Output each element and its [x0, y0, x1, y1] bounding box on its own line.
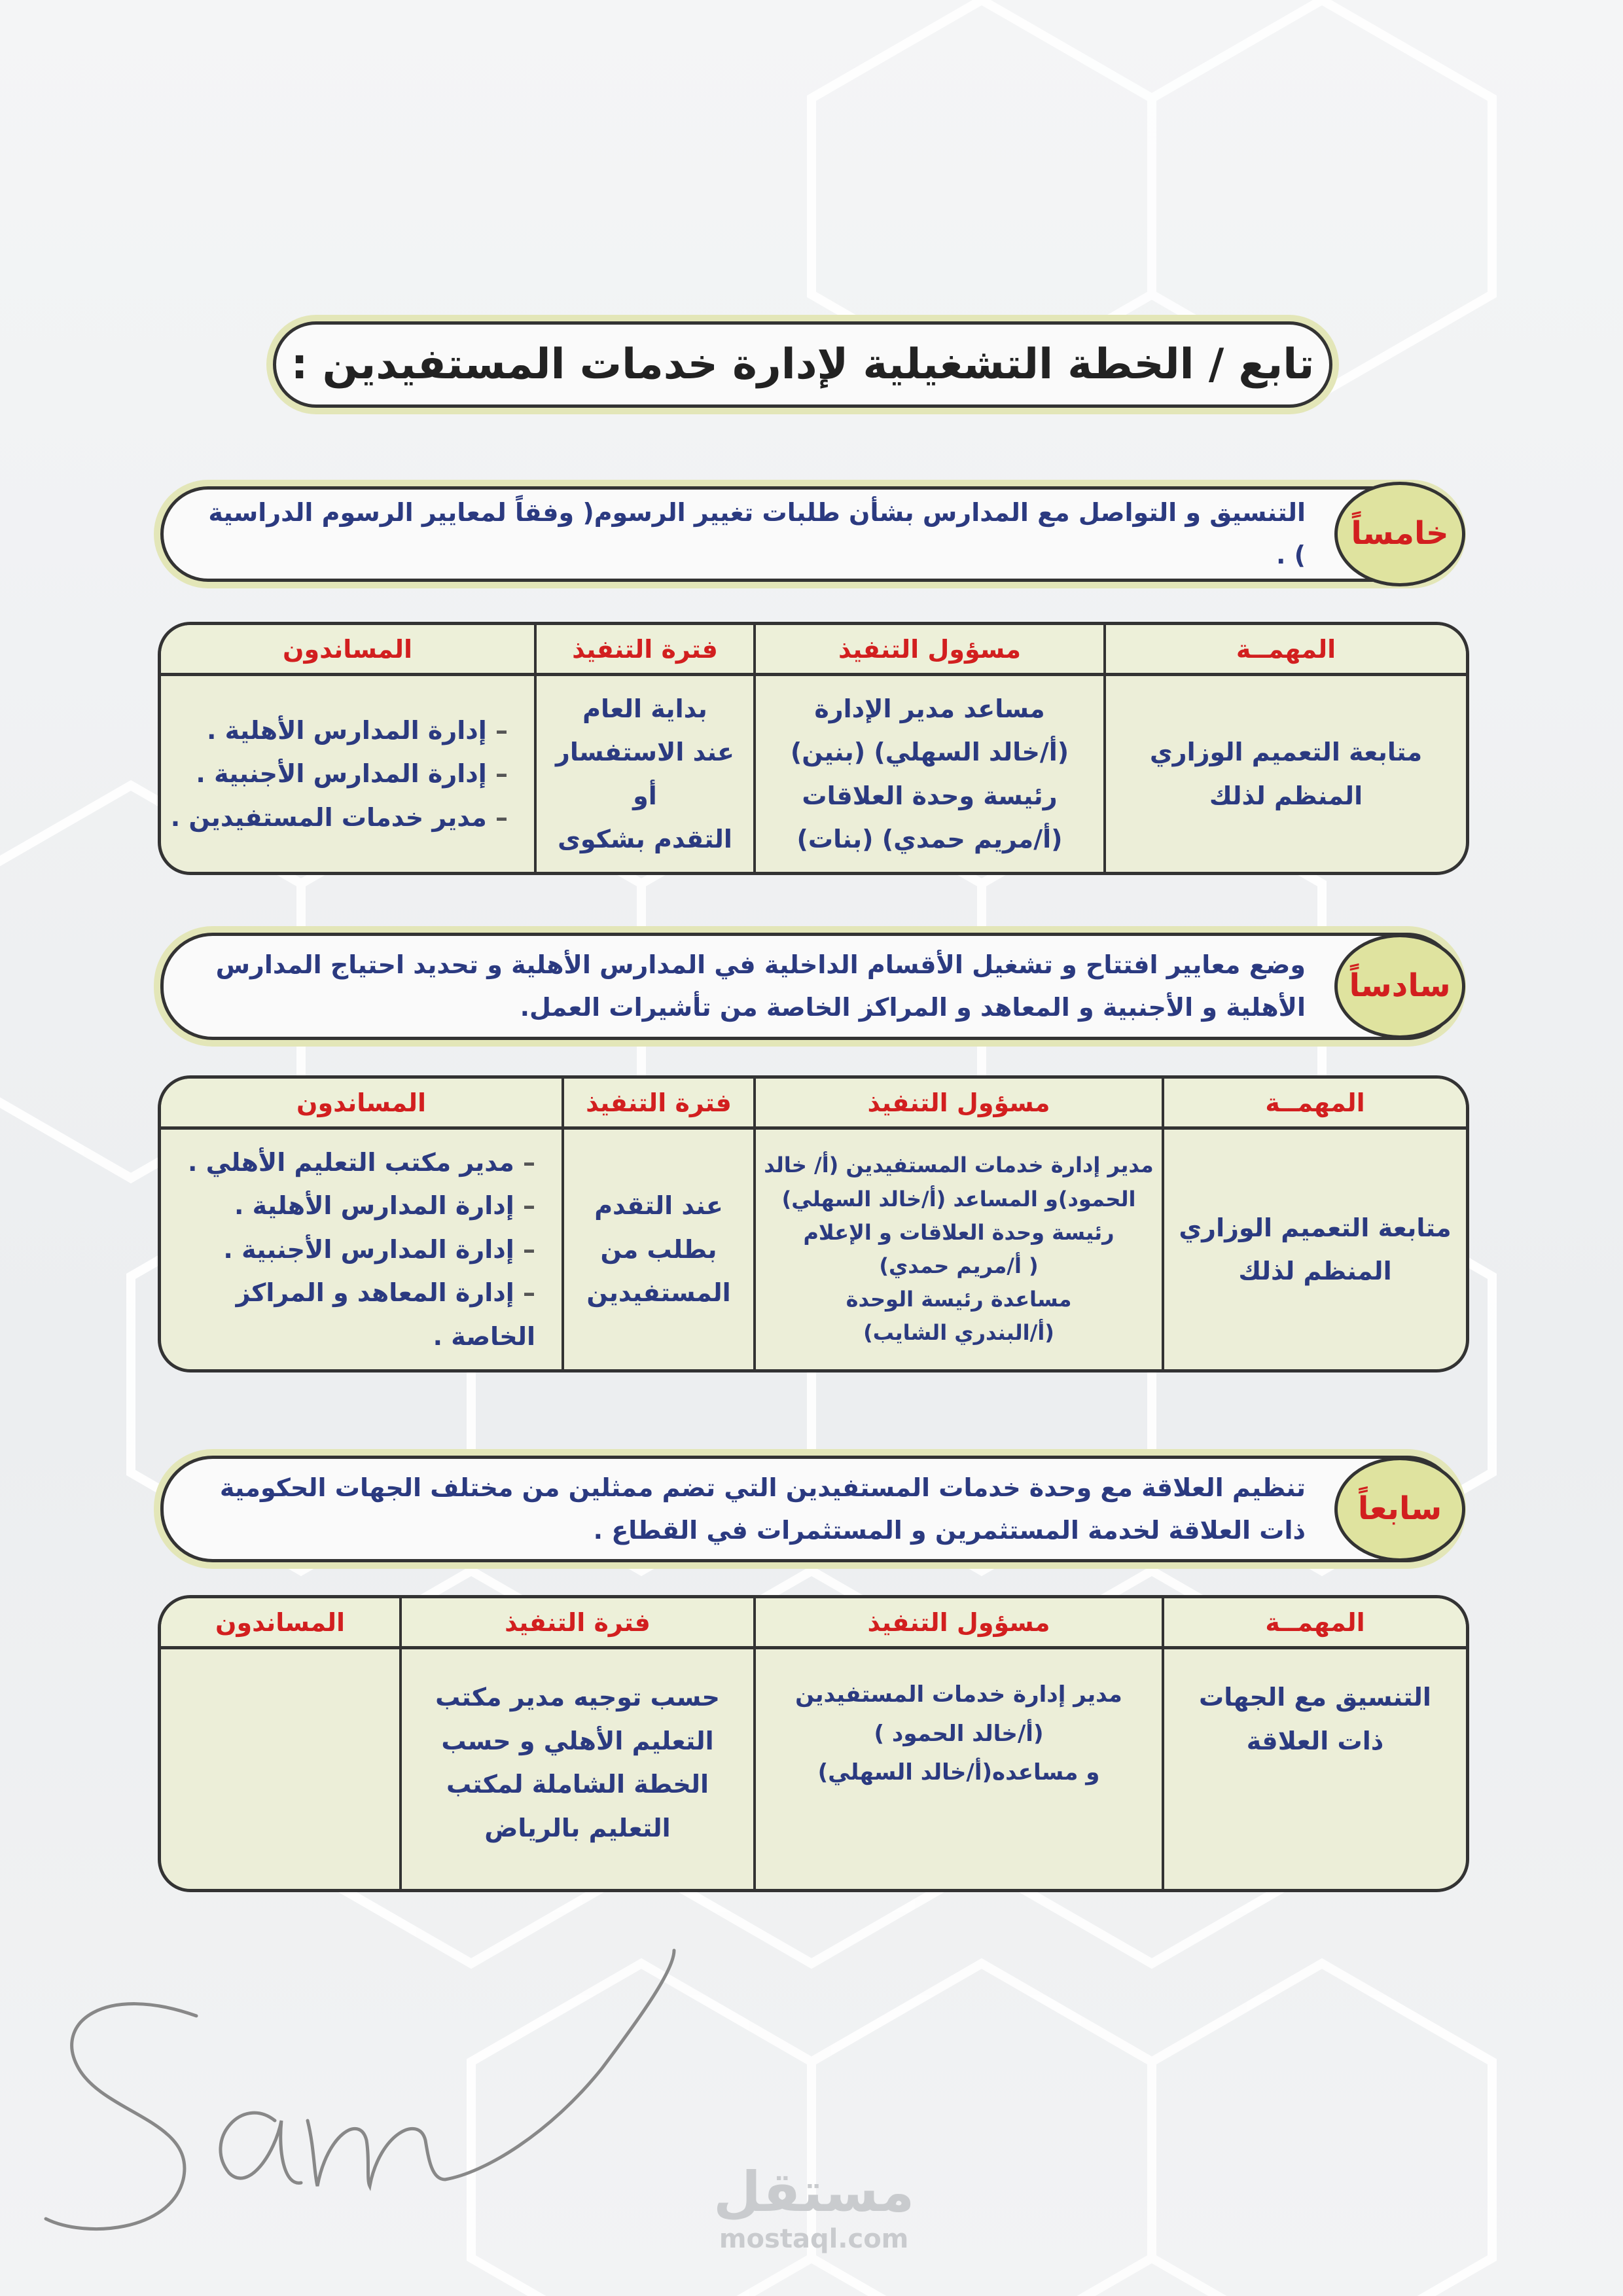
cell-line: – إدارة المدارس الأجنبية . [196, 752, 508, 796]
header-period: فترة التنفيذ [562, 1079, 753, 1130]
cell-line: (أ/البندري الشايب) [863, 1320, 1054, 1346]
responsible-cell [753, 1130, 1162, 1369]
section-7-badge: سابعاً [1334, 1457, 1465, 1562]
header-task: المهمــة [1162, 1598, 1466, 1649]
cell-line: التعليم بالرياض [484, 1813, 671, 1842]
cell-line: – إدارة المدارس الأجنبية . [223, 1228, 535, 1272]
cell-line: – إدارة المدارس الأهلية . [234, 1184, 535, 1228]
cell-line: مدير إدارة خدمات المستفيدين (أ/ خالد [764, 1153, 1154, 1178]
section-5-badge: خامساً [1334, 482, 1465, 586]
cell-line: رئيسة وحدة العلاقات و الإعلام [803, 1219, 1115, 1245]
mostaql-watermark: مستقل mostaql.com [713, 2160, 915, 2254]
cell-line: متابعة التعميم الوزاري [1149, 738, 1423, 766]
cell-line: بطلب من [600, 1234, 717, 1264]
section-7-table [158, 1595, 1469, 1892]
header-supporters: المساندون [161, 1079, 562, 1130]
supporters-cell [161, 676, 534, 872]
supporters-cell [161, 1130, 562, 1369]
cell-line: – إدارة المعاهد و المراكز الخاصة . [170, 1271, 535, 1358]
task-cell [1162, 1130, 1466, 1369]
section-6-banner [154, 926, 1466, 1047]
header-responsible: مسؤول التنفيذ [753, 625, 1103, 676]
cell-line: المستفيدين [586, 1278, 731, 1308]
period-cell [399, 1649, 753, 1889]
cell-line: متابعة التعميم الوزاري [1179, 1213, 1452, 1242]
cell-line: التنسيق مع الجهات [1199, 1683, 1431, 1712]
page-title-box [266, 315, 1339, 414]
cell-line: ذات العلاقة [1246, 1726, 1384, 1755]
section-5-text: التنسيق و التواصل مع المدارس بشأن طلبات تغيير الرسوم( وفقاً لمعايير الرسوم الدراسية ) . [208, 498, 1306, 569]
cell-line: عند الاستفسار أو [555, 738, 734, 810]
header-period: فترة التنفيذ [534, 625, 753, 676]
section-6-text: وضع معايير افتتاح و تشغيل الأقسام الداخلية في المدارس الأهلية و تحديد احتياج المدارس الأهلية و الأجنبية و المعاهد و المراكز الخاصة من تأشيرات العمل. [215, 950, 1306, 1022]
header-supporters: المساندون [161, 1598, 399, 1649]
cell-line: (أ/خالد الحمود ) [874, 1720, 1044, 1747]
section-5-banner [154, 480, 1466, 588]
task-cell [1162, 1649, 1466, 1889]
cell-line: و مساعده(أ/خالد السهلي) [817, 1759, 1100, 1785]
section-7-banner [154, 1449, 1466, 1569]
section-6-table [158, 1075, 1469, 1372]
cell-line: (أ/خالد السهلي) (بنين) [790, 738, 1069, 766]
cell-line: مساعدة رئيسة الوحدة [846, 1287, 1072, 1312]
header-period: فترة التنفيذ [399, 1598, 753, 1649]
cell-line: بداية العام [582, 694, 707, 723]
page-title: تابع / الخطة التشغيلية لإدارة خدمات المستفيدين : [273, 321, 1332, 408]
header-responsible: مسؤول التنفيذ [753, 1598, 1162, 1649]
cell-line: – مدير مكتب التعليم الأهلي . [188, 1141, 535, 1185]
cell-line: مدير إدارة خدمات المستفيدين [795, 1681, 1122, 1708]
responsible-cell [753, 676, 1103, 872]
cell-line: الحمود)و المساعد (أ/خالد السهلي) [781, 1186, 1136, 1211]
cell-line: – إدارة المدارس الأهلية . [207, 709, 508, 753]
cell-line: مساعد مدير الإدارة [814, 694, 1045, 723]
signature [26, 1924, 694, 2265]
header-task: المهمــة [1162, 1079, 1466, 1130]
supporters-cell-empty [161, 1649, 399, 1889]
section-6-badge: سادساً [1334, 934, 1465, 1039]
header-task: المهمــة [1103, 625, 1466, 676]
cell-line: المنظم لذلك [1238, 1257, 1392, 1285]
cell-line: حسب توجيه مدير مكتب [435, 1683, 720, 1712]
cell-line: – مدير خدمات المستفيدين . [171, 796, 508, 840]
cell-line: (أ/مريم حمدي) (بنات) [796, 825, 1063, 853]
header-supporters: المساندون [161, 625, 534, 676]
cell-line: التقدم بشكوى [558, 825, 732, 853]
cell-line: رئيسة وحدة العلاقات [802, 781, 1058, 810]
header-responsible: مسؤول التنفيذ [753, 1079, 1162, 1130]
cell-line: التعليم الأهلي و حسب [441, 1726, 714, 1755]
period-cell [534, 676, 753, 872]
cell-line: الخطة الشاملة لمكتب [446, 1770, 709, 1799]
responsible-cell [753, 1649, 1162, 1889]
section-5-table [158, 622, 1469, 875]
task-cell [1103, 676, 1466, 872]
period-cell [562, 1130, 753, 1369]
cell-line: عند التقدم [594, 1191, 723, 1221]
section-7-text: تنظيم العلاقة مع وحدة خدمات المستفيدين التي تضم ممثلين من مختلف الجهات الحكومية ذات العلاقة لخدمة المستثمرين و المستثمرات في القطاع . [219, 1473, 1306, 1545]
cell-line: ( أ/مريم حمدي) [879, 1253, 1039, 1278]
cell-line: المنظم لذلك [1209, 781, 1363, 810]
